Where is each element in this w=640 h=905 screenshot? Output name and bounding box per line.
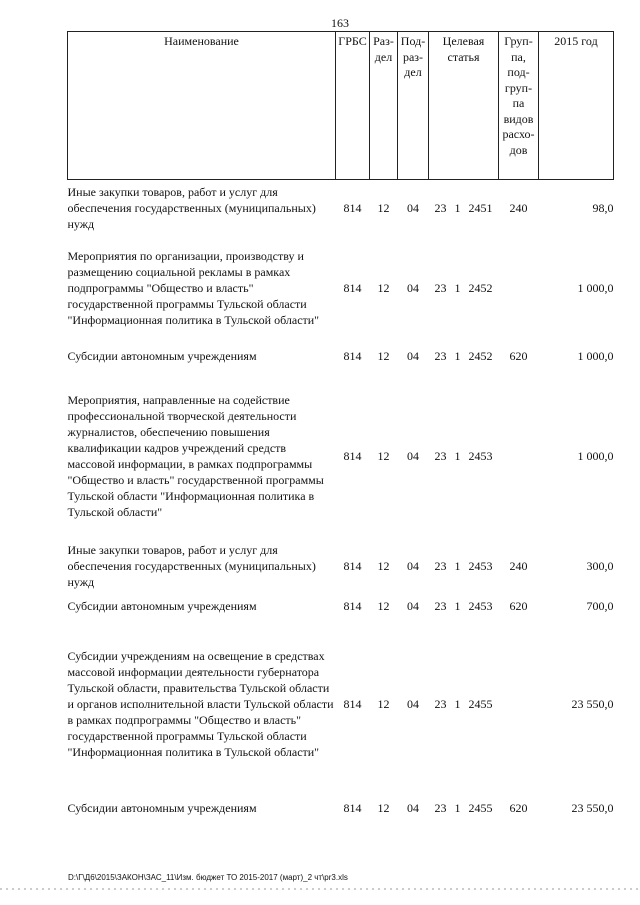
header-row	[68, 32, 614, 180]
row-name: Иные закупки товаров, работ и услуг для обеспечения государственных (муниципальных) нужд	[67, 184, 316, 231]
row-grbs: 814	[343, 558, 362, 573]
row-razdel: 12	[377, 696, 390, 711]
row-grbs: 814	[343, 598, 362, 613]
row-group: 620	[509, 598, 528, 613]
row-razdel: 12	[377, 598, 390, 613]
target-part: 1	[454, 558, 461, 573]
table-row	[68, 788, 614, 828]
table-row	[68, 180, 614, 236]
row-podrazdel: 04	[407, 200, 419, 215]
header-target: Целевая статья	[429, 32, 499, 180]
row-podrazdel: 04	[407, 448, 419, 463]
row-amount: 1 000,0	[577, 448, 614, 463]
row-target	[429, 620, 499, 788]
target-part: 1	[454, 598, 461, 613]
row-group	[499, 236, 539, 340]
row-name: Мероприятия по организации, производству и размещению социальной рекламы в рамках подпрограммы "Общество и власть" государственной программы Тульской области "Информационная политика в Тульской области"	[67, 248, 320, 327]
header-razdel: Раз- дел	[370, 32, 398, 180]
row-grbs: 814	[343, 800, 362, 815]
row-name: Субсидии автономным учреждениям	[67, 800, 257, 815]
scan-artifact-line	[0, 888, 640, 890]
table-row	[68, 620, 614, 788]
target-part: 2453	[468, 598, 493, 613]
row-target	[429, 592, 499, 620]
row-razdel: 12	[377, 348, 390, 363]
row-name: Субсидии автономным учреждениям	[67, 598, 257, 613]
footer-file-path: D:\Г\Д6\2015\ЗАКОН\ЗАС_11\Изм. бюджет ТО 2015-2017 (март)_2 чт\pr3.xls	[68, 873, 348, 882]
row-name: Субсидии автономным учреждениям	[67, 348, 257, 363]
row-amount: 1 000,0	[577, 348, 614, 363]
budget-table	[67, 31, 614, 828]
row-podrazdel: 04	[407, 558, 419, 573]
target-part: 2455	[468, 696, 493, 711]
row-amount: 23 550,0	[571, 696, 614, 711]
page-number: 163	[331, 16, 349, 30]
header-year: 2015 год	[539, 32, 614, 180]
row-amount: 23 550,0	[571, 800, 614, 815]
target-part: 1	[454, 696, 461, 711]
row-podrazdel: 04	[407, 280, 419, 295]
row-podrazdel: 04	[407, 800, 419, 815]
row-razdel: 12	[377, 448, 390, 463]
target-part: 2452	[468, 348, 493, 363]
target-part: 23	[434, 348, 447, 363]
row-razdel: 12	[377, 800, 390, 815]
header-group: Груп- па, под- груп- па видов расхо- дов	[499, 32, 539, 180]
target-part: 23	[434, 200, 447, 215]
target-part: 2452	[468, 280, 493, 295]
row-podrazdel: 04	[407, 348, 419, 363]
table-row	[68, 592, 614, 620]
row-name: Мероприятия, направленные на содействие профессиональной творческой деятельности журналистов, обеспечению повышения квалификации кадров учреждений средств массовой информации, в рамках подпрограммы "Общество и власть" государственной программы Тульской области "Информационная политика в Тульской области"	[67, 392, 324, 519]
row-target	[429, 540, 499, 592]
row-razdel: 12	[377, 280, 390, 295]
header-grbs: ГРБС	[336, 32, 370, 180]
target-part: 23	[434, 696, 447, 711]
target-part: 2451	[468, 200, 493, 215]
target-part: 23	[434, 800, 447, 815]
row-group: 240	[509, 558, 528, 573]
target-part: 23	[434, 280, 447, 295]
table-row	[68, 372, 614, 540]
row-grbs: 814	[343, 280, 362, 295]
target-part: 2453	[468, 448, 493, 463]
row-amount: 300,0	[586, 558, 614, 573]
row-razdel: 12	[377, 200, 390, 215]
row-group	[499, 372, 539, 540]
target-part: 23	[434, 598, 447, 613]
target-part: 2453	[468, 558, 493, 573]
header-podrazdel: Под- раз- дел	[398, 32, 429, 180]
target-part: 1	[454, 200, 461, 215]
row-group: 240	[509, 200, 528, 215]
row-target	[429, 372, 499, 540]
target-part: 1	[454, 280, 461, 295]
table-row	[68, 236, 614, 340]
row-name: Субсидии учреждениям на освещение в средствах массовой информации деятельности губернатора Тульской области, правительства Тульской области и органов исполнительной власти Тульской области в рамках подпрограммы "Общество и власть" государственной программы Тульской области "Информационная политика в Тульской области"	[67, 648, 334, 759]
row-razdel: 12	[377, 558, 390, 573]
row-group	[499, 620, 539, 788]
target-part: 2455	[468, 800, 493, 815]
row-grbs: 814	[343, 200, 362, 215]
target-part: 23	[434, 558, 447, 573]
target-part: 1	[454, 348, 461, 363]
row-group: 620	[509, 348, 528, 363]
header-name: Наименование	[68, 32, 336, 180]
row-grbs: 814	[343, 448, 362, 463]
target-part: 1	[454, 800, 461, 815]
row-amount: 98,0	[592, 200, 614, 215]
row-target	[429, 236, 499, 340]
row-amount: 1 000,0	[577, 280, 614, 295]
target-part: 1	[454, 448, 461, 463]
row-grbs: 814	[343, 696, 362, 711]
row-podrazdel: 04	[407, 696, 419, 711]
row-target	[429, 340, 499, 372]
row-target	[429, 180, 499, 236]
row-amount: 700,0	[586, 598, 614, 613]
row-group: 620	[509, 800, 528, 815]
row-grbs: 814	[343, 348, 362, 363]
target-part: 23	[434, 448, 447, 463]
row-name: Иные закупки товаров, работ и услуг для обеспечения государственных (муниципальных) нужд	[67, 542, 316, 589]
row-podrazdel: 04	[407, 598, 419, 613]
row-target	[429, 788, 499, 828]
table-row	[68, 340, 614, 372]
table-row	[68, 540, 614, 592]
